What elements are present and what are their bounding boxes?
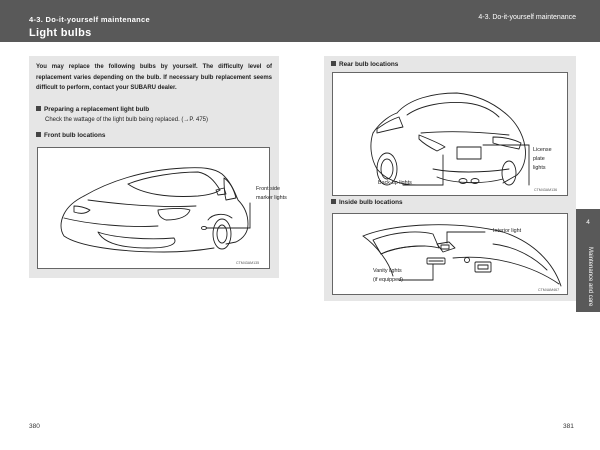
chapter-number: 4	[586, 219, 590, 226]
license-line3: lights	[533, 165, 546, 171]
front-callout-line1: Front side	[256, 186, 280, 192]
license-callout	[533, 146, 573, 173]
chapter-side-tab[interactable]	[576, 209, 600, 312]
preparing-heading-text: Preparing a replacement light bulb	[44, 106, 150, 113]
backup-lights-callout: Back-up lights	[378, 180, 412, 186]
interior-light-callout: Interior light	[493, 228, 522, 234]
vanity-line2: (if equipped)	[373, 277, 403, 283]
front-heading-text: Front bulb locations	[44, 132, 106, 139]
rear-heading-text: Rear bulb locations	[339, 61, 399, 68]
page-number-left: 380	[29, 423, 40, 430]
vanity-line1: Vanity lights	[373, 268, 402, 274]
front-figure-code: CTM43AM135	[236, 261, 260, 265]
inside-figure-code: CTM4AM467	[538, 288, 560, 292]
page-number-right: 381	[563, 423, 574, 430]
rear-figure-code: CTM43AM136	[534, 188, 558, 192]
inside-cabin-drawing	[333, 214, 569, 296]
running-head-right: 4-3. Do-it-yourself maintenance	[478, 14, 576, 21]
square-bullet-icon	[331, 61, 336, 66]
section-title: Light bulbs	[29, 27, 92, 39]
inside-cabin-illustration	[332, 213, 568, 295]
front-callout-line2: marker lights	[256, 195, 287, 201]
front-car-illustration	[37, 147, 287, 269]
inside-heading	[331, 199, 403, 206]
license-line1: License	[533, 147, 552, 153]
rear-heading	[331, 61, 398, 68]
front-heading	[36, 132, 105, 139]
square-bullet-icon	[36, 106, 41, 111]
preparing-text: Check the wattage of the light bulb being replaced. (→P. 475)	[45, 117, 208, 123]
square-bullet-icon	[331, 199, 336, 204]
front-callout	[256, 185, 326, 203]
page-header	[0, 0, 600, 42]
inside-heading-text: Inside bulb locations	[339, 199, 403, 206]
right-content-panel	[324, 56, 576, 301]
rear-car-drawing	[333, 73, 569, 197]
license-line2: plate	[533, 156, 545, 162]
rear-car-illustration	[332, 72, 568, 196]
vanity-callout	[373, 267, 403, 285]
left-content-panel	[29, 56, 287, 278]
chapter-tab-label: Maintenance and care	[587, 247, 593, 307]
preparing-heading	[36, 106, 149, 113]
intro-paragraph: You may replace the following bulbs by yourself. The difficulty level of replacement varies depending on the bulb. If necessary bulb replacement seems difficult to perform, contact your SUBARU dealer.	[36, 64, 272, 91]
chapter-title: 4-3. Do-it-yourself maintenance	[29, 15, 150, 24]
square-bullet-icon	[36, 132, 41, 137]
front-car-drawing	[38, 148, 271, 270]
